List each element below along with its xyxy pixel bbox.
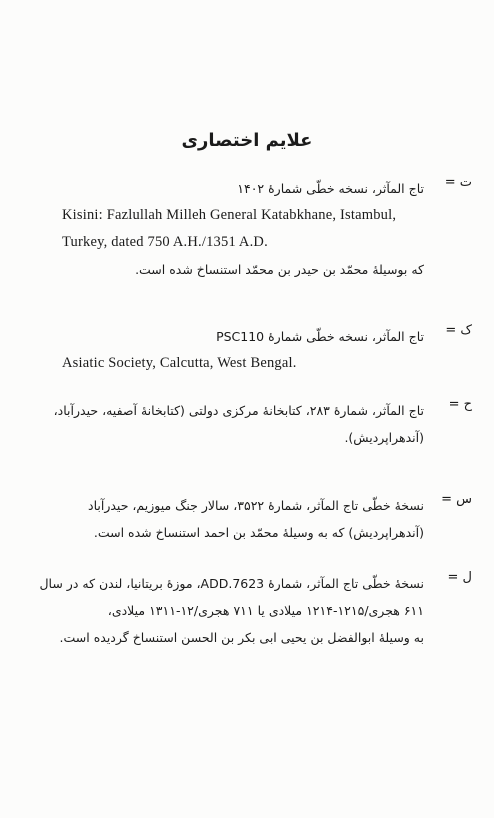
entry-text-line: تاج المآثر، نسخه خطّی شمارهٔ PSC110 xyxy=(216,329,424,344)
entry-marker: ح = xyxy=(448,397,472,412)
abbreviation-entry-t xyxy=(62,175,472,283)
entry-text-line: نسخهٔ خطّی تاج المآثر، شمارهٔ ۳۵۲۲، سالار جنگ میوزیم، حیدرآباد xyxy=(88,498,424,513)
entry-text-line: به وسیلهٔ ابوالفضل بن یحیی ابی بکر بن الحسن استنساخ گردیده است. xyxy=(59,630,424,645)
entry-marker: س = xyxy=(441,492,472,507)
entry-text-line: (آندهراپردیش) که به وسیلهٔ محمّد بن احمد استنساخ شده است. xyxy=(93,525,424,540)
entry-text-line: Kisini: Fazlullah Milleh General Katabkhane, Istambul, xyxy=(62,207,397,223)
entry-text-line: (آندهراپردیش). xyxy=(344,430,424,445)
entry-text-line: Turkey, dated 750 A.H./1351 A.D. xyxy=(62,234,268,250)
abbreviation-entry-k xyxy=(62,323,472,377)
entry-marker: ت = xyxy=(444,175,472,190)
entry-text-line: تاج المآثر، نسخه خطّی شمارهٔ ۱۴۰۲ xyxy=(237,181,424,196)
entry-text-line: نسخهٔ خطّی تاج المآثر، شمارهٔ ADD.7623، موزهٔ بریتانیا، لندن که در سال xyxy=(39,576,424,591)
entry-text-line: تاج المآثر، شمارهٔ ۲۸۳، کتابخانهٔ مرکزی دولتی (کتابخانهٔ آصفیه، حیدرآباد، xyxy=(53,403,424,418)
entry-marker: ل = xyxy=(447,570,472,585)
abbreviation-entry-l xyxy=(39,570,472,651)
entry-text-line: که بوسیلهٔ محمّد بن حیدر بن محمّد استنساخ شده است. xyxy=(135,262,424,277)
entry-text-line: Asiatic Society, Calcutta, West Bengal. xyxy=(62,355,297,371)
abbreviation-entry-s xyxy=(62,492,472,546)
abbreviation-entry-h xyxy=(53,397,472,451)
entry-text-line: ۶۱۱ هجری/۱۲۱۵-۱۲۱۴ میلادی یا ۷۱۱ هجری/۱۲-۱۳۱۱ میلادی، xyxy=(107,603,424,618)
entry-marker: ک = xyxy=(445,323,472,338)
page-title: علایم اختصاری xyxy=(181,130,313,151)
